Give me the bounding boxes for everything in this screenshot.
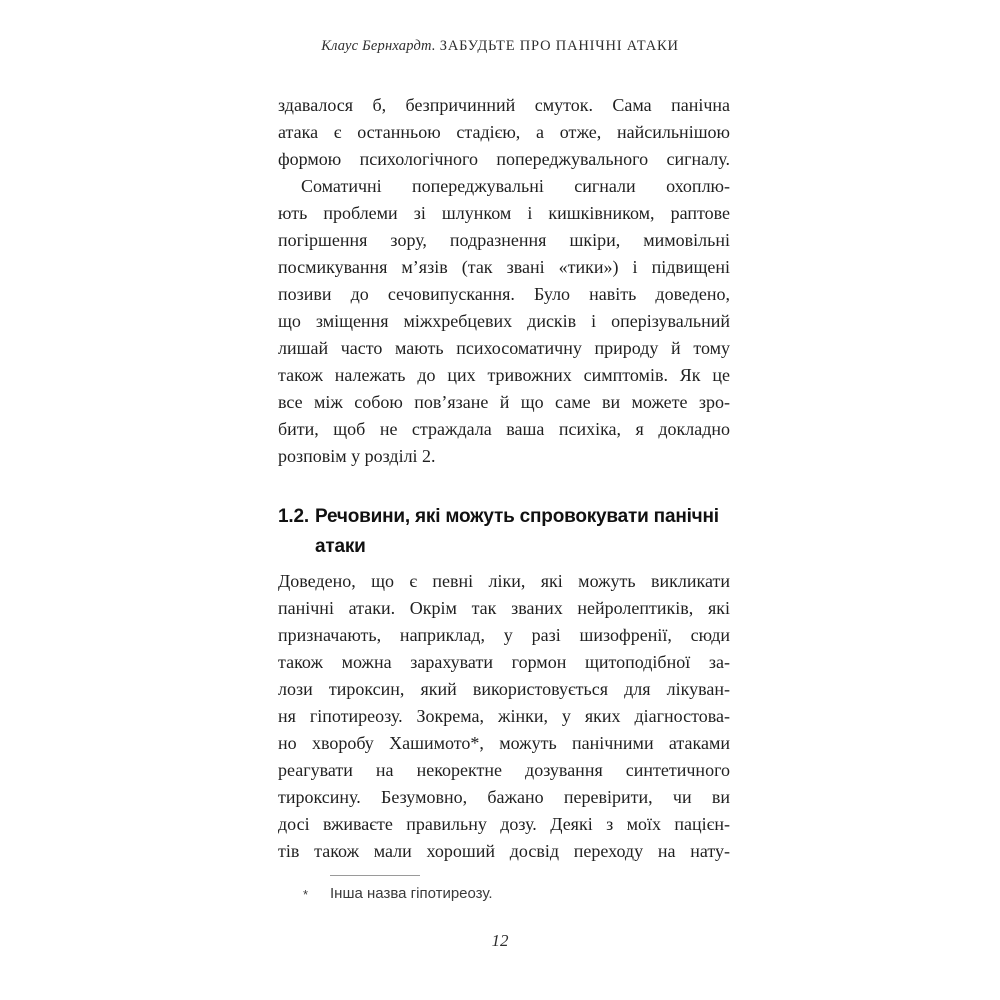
text-line: формою психологічного попереджувального сигналу. bbox=[278, 149, 730, 169]
text-line: панічні атаки. Окрім так званих нейролептиків, які bbox=[278, 598, 730, 618]
text-line: Доведено, що є певні ліки, які можуть викликати bbox=[278, 571, 730, 591]
text-line: тироксину. Безумовно, бажано перевірити, чи ви bbox=[278, 787, 730, 807]
footnote bbox=[278, 863, 730, 902]
text-line: погіршення зору, подразнення шкіри, мимовільні bbox=[278, 230, 730, 250]
text-line: лишай часто мають психосоматичну природу й тому bbox=[278, 338, 730, 358]
section-title-part2: атаки bbox=[315, 536, 366, 557]
section-title-part1: Речовини, які можуть спровокувати панічні bbox=[315, 506, 719, 527]
text-line: все між собою пов’язане й що саме ви можете зро- bbox=[278, 392, 730, 412]
section-number: 1.2. bbox=[278, 506, 309, 527]
text-line: що зміщення міжхребцевих дисків і оперізувальний bbox=[278, 311, 730, 331]
paragraphs-after-heading bbox=[278, 568, 730, 865]
paragraphs-before-heading bbox=[278, 92, 730, 470]
page-number: 12 bbox=[491, 931, 509, 950]
text-line: тів також мали хороший досвід переходу на нату- bbox=[278, 841, 730, 861]
text-line: бити, щоб не страждала ваша психіка, я докладно bbox=[278, 419, 730, 439]
text-line: позиви до сечовипускання. Було навіть доведено, bbox=[278, 284, 730, 304]
paragraph bbox=[278, 92, 730, 173]
section-heading-line1 bbox=[278, 502, 730, 532]
text-line: посмикування м’язів (так звані «тики») і підвищені bbox=[278, 257, 730, 277]
paragraph bbox=[278, 173, 730, 470]
running-head-title: ЗАБУДЬТЕ ПРО ПАНІЧНІ АТАКИ bbox=[439, 38, 679, 54]
section-heading bbox=[278, 502, 730, 562]
text-line: досі вживаєте правильну дозу. Деякі з моїх пацієн- bbox=[278, 814, 730, 834]
footnote-separator bbox=[330, 875, 420, 876]
text-line: також можна зарахувати гормон щитоподібної за- bbox=[278, 652, 730, 672]
text-line: но хворобу Хашимото*, можуть панічними атаками bbox=[278, 733, 730, 753]
text-line: ня гіпотиреозу. Зокрема, жінки, у яких діагностова- bbox=[278, 706, 730, 726]
text-line: ють проблеми зі шлунком і кишківником, раптове bbox=[278, 203, 730, 223]
paragraph bbox=[278, 568, 730, 865]
footnote-text: Інша назва гіпотиреозу. bbox=[330, 885, 493, 902]
text-column bbox=[278, 92, 730, 865]
running-head-author: Клаус Бернхардт. bbox=[321, 38, 436, 54]
running-head bbox=[0, 38, 1000, 55]
text-line: здавалося б, безпричинний смуток. Сама панічна bbox=[278, 95, 730, 115]
text-line: розповім у розділі 2. bbox=[278, 446, 436, 466]
footnote-row bbox=[278, 885, 730, 902]
text-line: атака є останньою стадією, а отже, найсильнішою bbox=[278, 122, 730, 142]
text-line: реагувати на некоректне дозування синтетичного bbox=[278, 760, 730, 780]
text-line: Соматичні попереджувальні сигнали охоплю- bbox=[301, 176, 730, 196]
text-line: лози тироксин, який використовується для лікуван- bbox=[278, 679, 730, 699]
text-line: призначають, наприклад, у разі шизофренії, сюди bbox=[278, 625, 730, 645]
text-line: також належать до цих тривожних симптомів. Як це bbox=[278, 365, 730, 385]
footnote-marker: * bbox=[303, 887, 309, 902]
